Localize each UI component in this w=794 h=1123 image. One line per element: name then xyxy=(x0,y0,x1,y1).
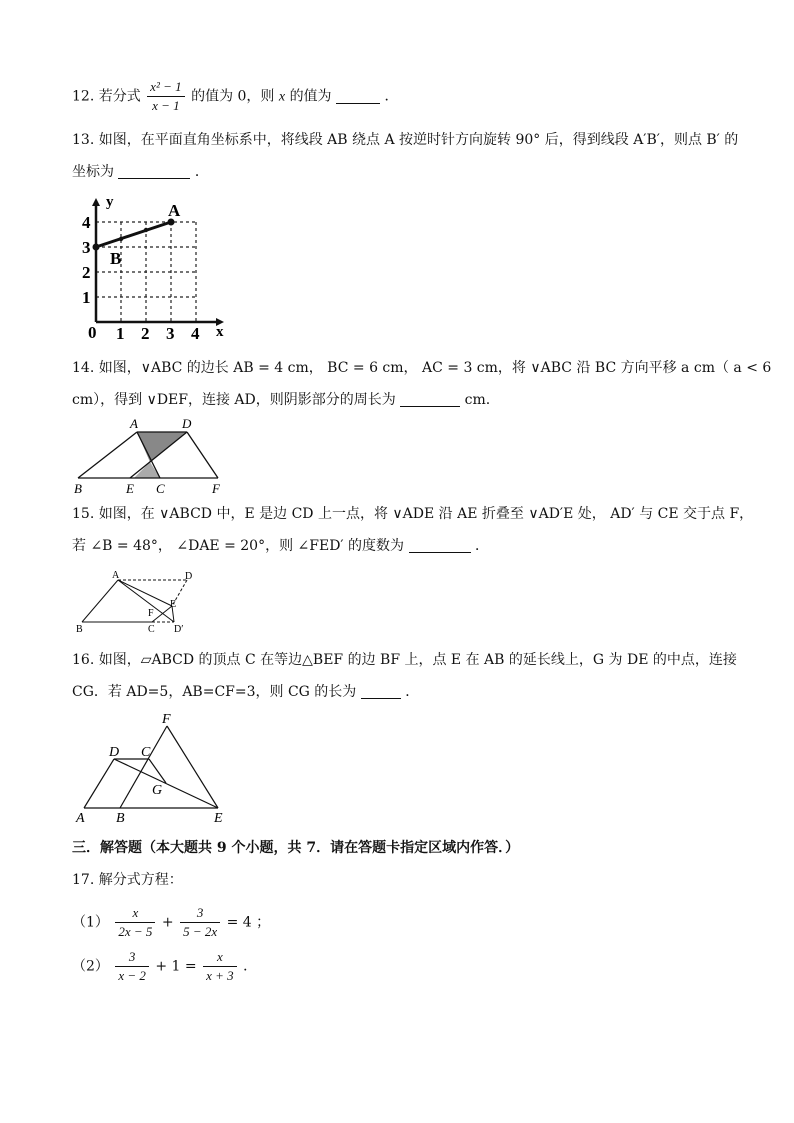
q13-tick-point-1 xyxy=(119,237,123,241)
q14-line1: 14. 如图，∨ABC 的边长 AB = 4 cm， BC = 6 cm， AC = 3 cm，将 ∨ABC 沿 BC 方向平移 a cm（ a < 6 xyxy=(72,360,772,376)
q14-label-f: F xyxy=(212,481,220,496)
q14-label-e: E xyxy=(126,481,134,496)
q17-p1-rhs: = 4 ； xyxy=(226,914,271,931)
q15-answer-blank xyxy=(409,538,471,553)
q12-answer-blank xyxy=(336,89,380,104)
q17-p1-plus: + xyxy=(161,914,174,931)
q16-label-a: A xyxy=(76,811,85,826)
q12-prefix: 12. 若分式 xyxy=(72,88,141,105)
q13-tick-point-2 xyxy=(144,228,148,232)
q14-answer-blank xyxy=(400,392,460,407)
q17-p2-frac1-den: x − 2 xyxy=(118,968,146,983)
q14-label-d: D xyxy=(182,416,192,431)
q13-x-tick-1: 1 xyxy=(116,324,125,343)
q13-y-tick-4: 4 xyxy=(82,213,91,232)
q13-y-tick-3: 3 xyxy=(82,238,91,257)
q17-p1-frac2 xyxy=(180,904,220,941)
q12-frac-den: x − 1 xyxy=(152,98,180,113)
question-16-line2 xyxy=(72,682,419,702)
q14-line-df xyxy=(187,432,218,478)
q17-part2 xyxy=(72,948,257,985)
q15-line-ab xyxy=(82,580,118,622)
q15-label-b: B xyxy=(76,624,83,635)
q13-grid xyxy=(96,222,198,322)
q13-answer-blank xyxy=(118,164,190,179)
q13-coordinate-figure xyxy=(82,194,234,343)
q17-p2-mid: + 1 = xyxy=(155,958,197,975)
q13-x-tick-2: 2 xyxy=(141,324,150,343)
q16-geometry-figure xyxy=(72,712,232,824)
q15-label-e: E xyxy=(170,599,177,610)
q17-p1-label: （1） xyxy=(72,914,109,931)
q16-label-c: C xyxy=(141,745,151,760)
q13-end: ． xyxy=(194,164,209,180)
q16-line1: 16. 如图，▱ABCD 的顶点 C 在等边△BEF 的边 BF 上，点 E 在 AB 的延长线上，G 为 DE 的中点，连接 xyxy=(72,652,737,668)
q15-parallelogram-figure xyxy=(72,566,204,636)
q17-p2-frac1-num: 3 xyxy=(115,948,149,967)
q16-line2: CG．若 AD=5，AB=CF=3，则 CG 的长为 xyxy=(72,684,357,700)
q16-label-f: F xyxy=(162,712,171,727)
q13-label-a: A xyxy=(168,201,181,220)
q17-title: 17. 解分式方程： xyxy=(72,872,183,888)
question-15-line2 xyxy=(72,536,489,556)
q12-end: ． xyxy=(384,88,399,105)
q15-end: ． xyxy=(474,538,489,554)
section-3-heading: 三．解答题（本大题共 9 个小题，共 7．请在答题卡指定区域内作答．） xyxy=(72,840,520,856)
q16-label-g: G xyxy=(152,783,163,798)
q15-line-ae xyxy=(118,580,172,606)
q13-x-tick-3: 3 xyxy=(166,324,175,343)
q12-frac-num: x² − 1 xyxy=(147,78,184,97)
q17-p1-frac1-den: 2x − 5 xyxy=(118,924,153,939)
q17-p1-frac1-num: x xyxy=(115,904,155,923)
question-13-line2 xyxy=(72,162,209,182)
q13-point-b xyxy=(93,244,100,251)
q14-line-ab xyxy=(78,432,137,478)
q15-line-ec xyxy=(152,606,172,622)
q13-label-b: B xyxy=(110,249,122,268)
q12-mid: 的值为 0，则 xyxy=(191,88,275,105)
q15-line2: 若 ∠B = 48°， ∠DAE = 20°，则 ∠FED′ 的度数为 xyxy=(72,538,405,554)
q13-y-tick-2: 2 xyxy=(82,263,91,282)
q12-var: x xyxy=(278,89,286,105)
q16-label-d: D xyxy=(109,745,120,760)
q14-line2: cm），得到 ∨DEF，连接 AD，则阴影部分的周长为 xyxy=(72,392,396,408)
q14-label-a: A xyxy=(130,416,138,431)
q17-p2-frac2-den: x + 3 xyxy=(206,968,234,983)
q13-axis-x-label: x xyxy=(216,324,224,340)
q13-x-tick-4: 4 xyxy=(191,324,200,343)
question-12 xyxy=(72,78,398,115)
q13-y-tick-1: 1 xyxy=(82,288,91,307)
q15-label-c: C xyxy=(148,624,155,635)
q17-p2-label: （2） xyxy=(72,958,109,975)
q17-p1-frac1 xyxy=(115,904,155,941)
q16-answer-blank xyxy=(361,684,401,699)
question-14-line2 xyxy=(72,390,490,410)
q15-line-ad2 xyxy=(118,580,177,622)
q14-translation-figure xyxy=(70,416,230,496)
q13-axis-y-label: y xyxy=(106,194,114,210)
q13-line1: 13. 如图，在平面直角坐标系中，将线段 AB 绕点 A 按逆时针方向旋转 90° 后，得到线段 A′B′，则点 B′ 的 xyxy=(72,132,739,148)
q17-p1-frac2-den: 5 − 2x xyxy=(183,924,218,939)
q17-p2-frac2-num: x xyxy=(203,948,237,967)
q16-end: ． xyxy=(405,684,420,700)
q16-label-e: E xyxy=(214,811,223,826)
q17-p1-frac2-num: 3 xyxy=(180,904,220,923)
q13-y-arrow-icon xyxy=(92,198,100,206)
q16-line-ad xyxy=(84,759,114,808)
q15-label-d-prime: D′ xyxy=(174,624,184,635)
q17-part1 xyxy=(72,904,270,941)
q17-p2-frac1 xyxy=(115,948,149,985)
q13-origin-label: 0 xyxy=(88,323,97,342)
q17-p2-end: ． xyxy=(243,958,258,975)
q14-label-b: B xyxy=(74,481,82,496)
q12-fraction xyxy=(147,78,184,115)
q12-suffix: 的值为 xyxy=(289,88,332,105)
q13-line2: 坐标为 xyxy=(72,164,114,180)
q17-p2-frac2 xyxy=(203,948,237,985)
q13-segment-ab xyxy=(96,222,171,247)
q15-label-d: D xyxy=(185,571,193,582)
q15-line1: 15. 如图，在 ∨ABCD 中，E 是边 CD 上一点，将 ∨ADE 沿 AE 折叠至 ∨AD′E 处， AD′ 与 CE 交于点 F， xyxy=(72,506,754,522)
q15-label-a: A xyxy=(112,570,120,581)
q14-end: cm. xyxy=(464,392,491,408)
q15-label-f: F xyxy=(148,608,154,619)
q14-label-c: C xyxy=(156,481,165,496)
q16-label-b: B xyxy=(116,811,125,826)
